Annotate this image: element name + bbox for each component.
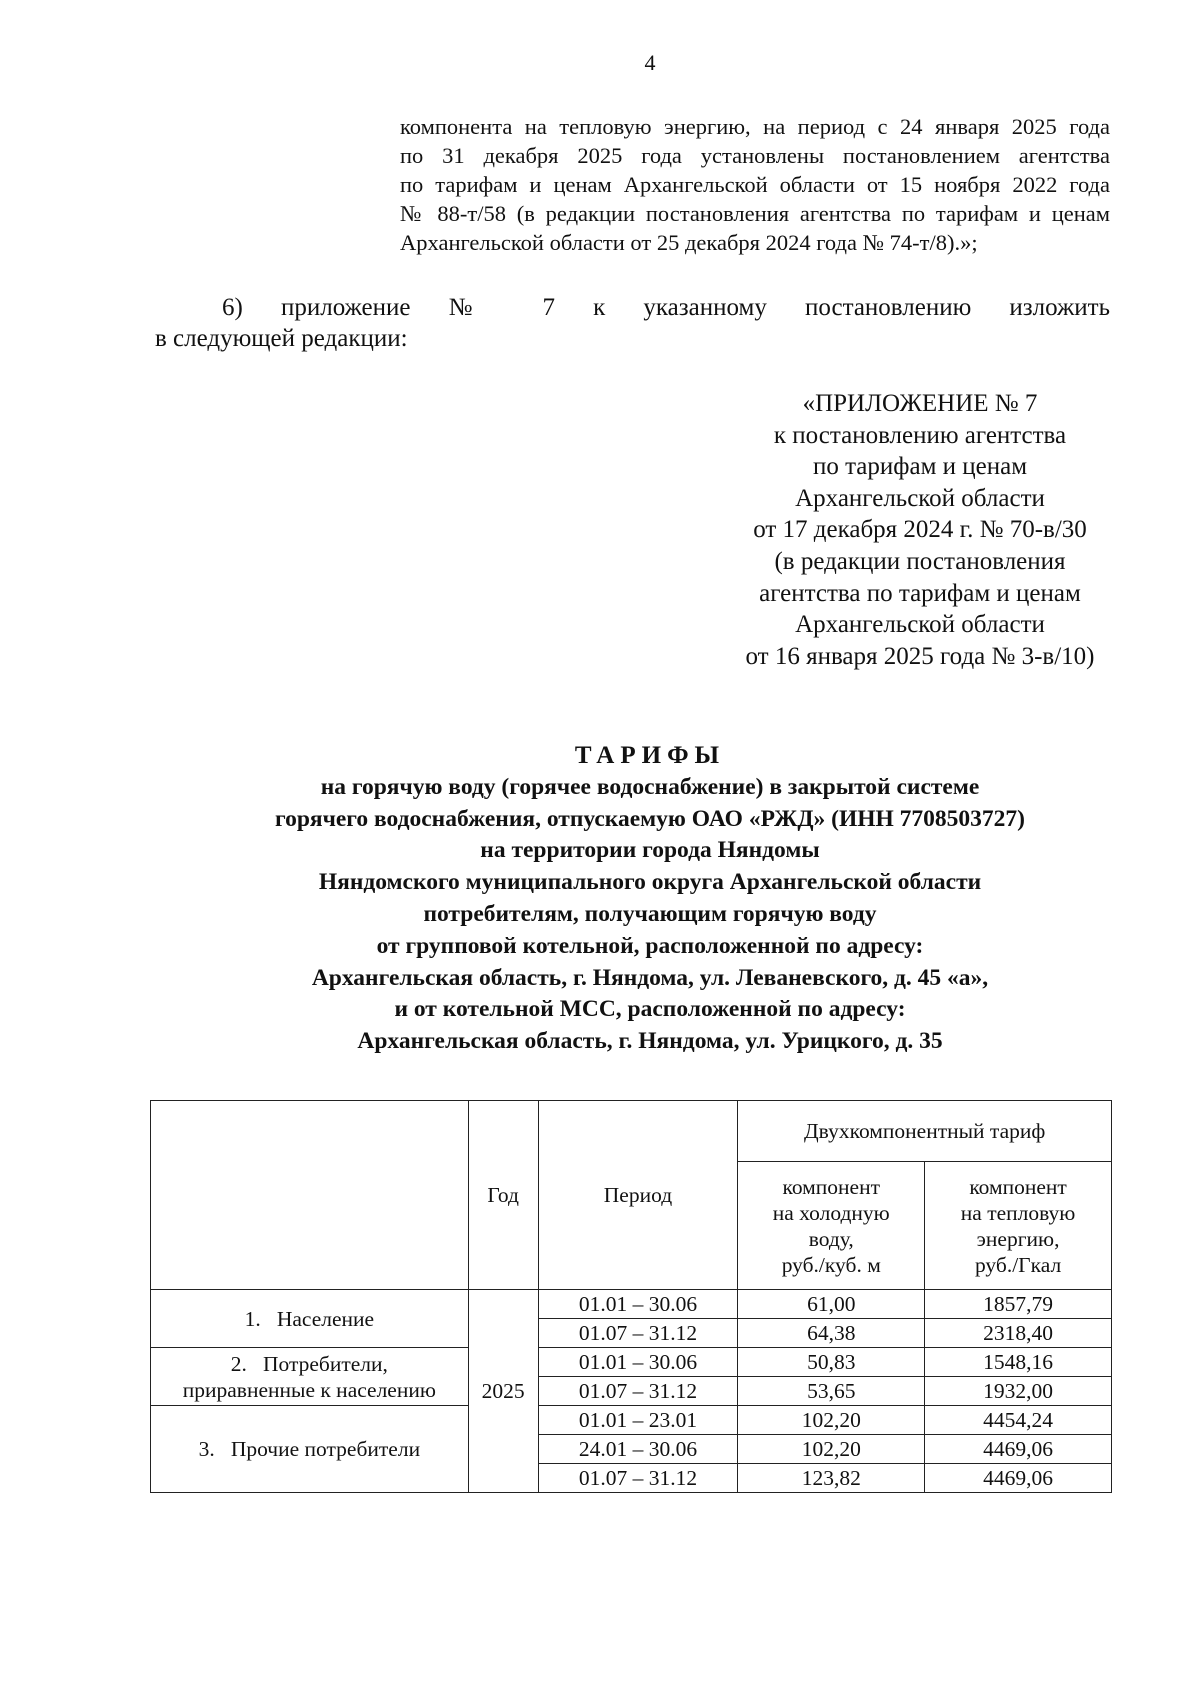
category-label: Население: [276, 1306, 375, 1331]
category-number: 2.: [230, 1351, 247, 1376]
appendix-line: агентства по тарифам и ценам: [759, 579, 1081, 607]
heat-energy-value: 4469,06: [925, 1464, 1112, 1493]
title-line: на горячую воду (горячее водоснабжение) в закрытой системе: [320, 773, 980, 800]
appendix-line: «ПРИЛОЖЕНИЕ № 7: [802, 390, 1038, 417]
table-row: [151, 1406, 1112, 1435]
header-period: Период: [538, 1101, 738, 1290]
cold-water-value: 102,20: [738, 1406, 925, 1435]
intro-line: № 88-т/58 (в редакции постановления агентства по тарифам и ценам: [400, 201, 1110, 226]
cold-water-value: 102,20: [738, 1435, 925, 1464]
heat-energy-value: 1548,16: [925, 1348, 1112, 1377]
period-cell: 01.07 – 31.12: [538, 1319, 738, 1348]
appendix-line: от 16 января 2025 года № 3-в/10): [745, 642, 1095, 670]
header-text-line: энергию,: [976, 1226, 1060, 1251]
category-number: 1.: [244, 1306, 261, 1331]
intro-line: компонента на тепловую энергию, на период с 24 января 2025 года: [400, 114, 1110, 139]
header-text-line: компонент: [782, 1174, 880, 1199]
table-row: [151, 1290, 1112, 1319]
header-category: [151, 1101, 469, 1290]
title-main: ТАРИФЫ: [574, 742, 726, 769]
intro-paragraph: [400, 112, 1110, 257]
amendment-item: [155, 292, 1110, 354]
intro-line: по тарифам и ценам Архангельской области от 15 ноября 2022 года: [400, 172, 1110, 197]
period-cell: 01.07 – 31.12: [538, 1377, 738, 1406]
appendix-line: Архангельской области: [795, 484, 1045, 512]
title-line: горячего водоснабжения, отпускаемую ОАО «РЖД» (ИНН 7708503727): [274, 805, 1025, 832]
category-number: 3.: [198, 1437, 215, 1461]
header-heat-energy-component: [925, 1162, 1112, 1290]
period-cell: 01.01 – 30.06: [538, 1348, 738, 1377]
cold-water-value: 61,00: [738, 1290, 925, 1319]
header-two-component-tariff: Двухкомпонентный тариф: [738, 1101, 1112, 1162]
title-line: на территории города Няндомы: [480, 837, 820, 864]
title-line: Архангельская область, г. Няндома, ул. Урицкого, д. 35: [357, 1028, 943, 1055]
cold-water-value: 123,82: [738, 1464, 925, 1493]
appendix-line: от 17 декабря 2024 г. № 70-в/30: [753, 516, 1087, 544]
header-text-line: на тепловую: [960, 1200, 1076, 1225]
appendix-line: (в редакции постановления: [774, 547, 1066, 575]
period-cell: 01.01 – 30.06: [538, 1290, 738, 1319]
category-cell: [151, 1290, 469, 1348]
period-cell: 24.01 – 30.06: [538, 1435, 738, 1464]
category-cell: [151, 1406, 469, 1493]
title-line: Няндомского муниципального округа Архангельской области: [318, 869, 982, 896]
header-text-line: компонент: [969, 1174, 1067, 1199]
cold-water-value: 64,38: [738, 1319, 925, 1348]
period-cell: 01.01 – 23.01: [538, 1406, 738, 1435]
header-text-line: руб./куб. м: [781, 1252, 881, 1277]
title-line: и от котельной МСС, расположенной по адресу:: [394, 996, 906, 1023]
intro-line: Архангельской области от 25 декабря 2024 года № 74-т/8).»;: [400, 230, 978, 255]
year-cell: 2025: [468, 1290, 538, 1493]
amendment-item-line: 6) приложение № 7 к указанному постановлению изложить: [222, 294, 1110, 321]
header-text-line: на холодную: [772, 1200, 890, 1225]
period-cell: 01.07 – 31.12: [538, 1464, 738, 1493]
tariff-table: [150, 1100, 1112, 1493]
appendix-line: Архангельской области: [795, 611, 1045, 639]
amendment-item-line: в следующей редакции:: [155, 325, 408, 352]
heat-energy-value: 2318,40: [925, 1319, 1112, 1348]
heat-energy-value: 1857,79: [925, 1290, 1112, 1319]
header-text-line: руб./Гкал: [974, 1252, 1062, 1277]
header-year: Год: [468, 1101, 538, 1290]
cold-water-value: 53,65: [738, 1377, 925, 1406]
title-line: потребителям, получающим горячую воду: [423, 900, 877, 927]
category-cell: [151, 1348, 469, 1406]
heat-energy-value: 1932,00: [925, 1377, 1112, 1406]
heat-energy-value: 4469,06: [925, 1435, 1112, 1464]
intro-line: по 31 декабря 2025 года установлены постановлением агентства: [400, 143, 1110, 168]
appendix-line: к постановлению агентства: [773, 421, 1067, 449]
page-number: 4: [644, 50, 656, 75]
category-label: Прочие потребители: [230, 1437, 421, 1461]
heat-energy-value: 4454,24: [925, 1406, 1112, 1435]
category-label: Потребители,: [262, 1351, 388, 1376]
header-cold-water-component: [738, 1162, 925, 1290]
appendix-header: [700, 388, 1140, 672]
title-line: Архангельская область, г. Няндома, ул. Леваневского, д. 45 «а»,: [311, 964, 989, 991]
category-label-line: приравненные к населению: [182, 1377, 436, 1402]
cold-water-value: 50,83: [738, 1348, 925, 1377]
appendix-line: по тарифам и ценам: [812, 453, 1028, 481]
header-text-line: воду,: [808, 1226, 854, 1251]
title-line: от групповой котельной, расположенной по адресу:: [376, 932, 924, 959]
table-row: [151, 1348, 1112, 1377]
category-label-line: [151, 1351, 468, 1377]
document-title: [100, 740, 1200, 1058]
